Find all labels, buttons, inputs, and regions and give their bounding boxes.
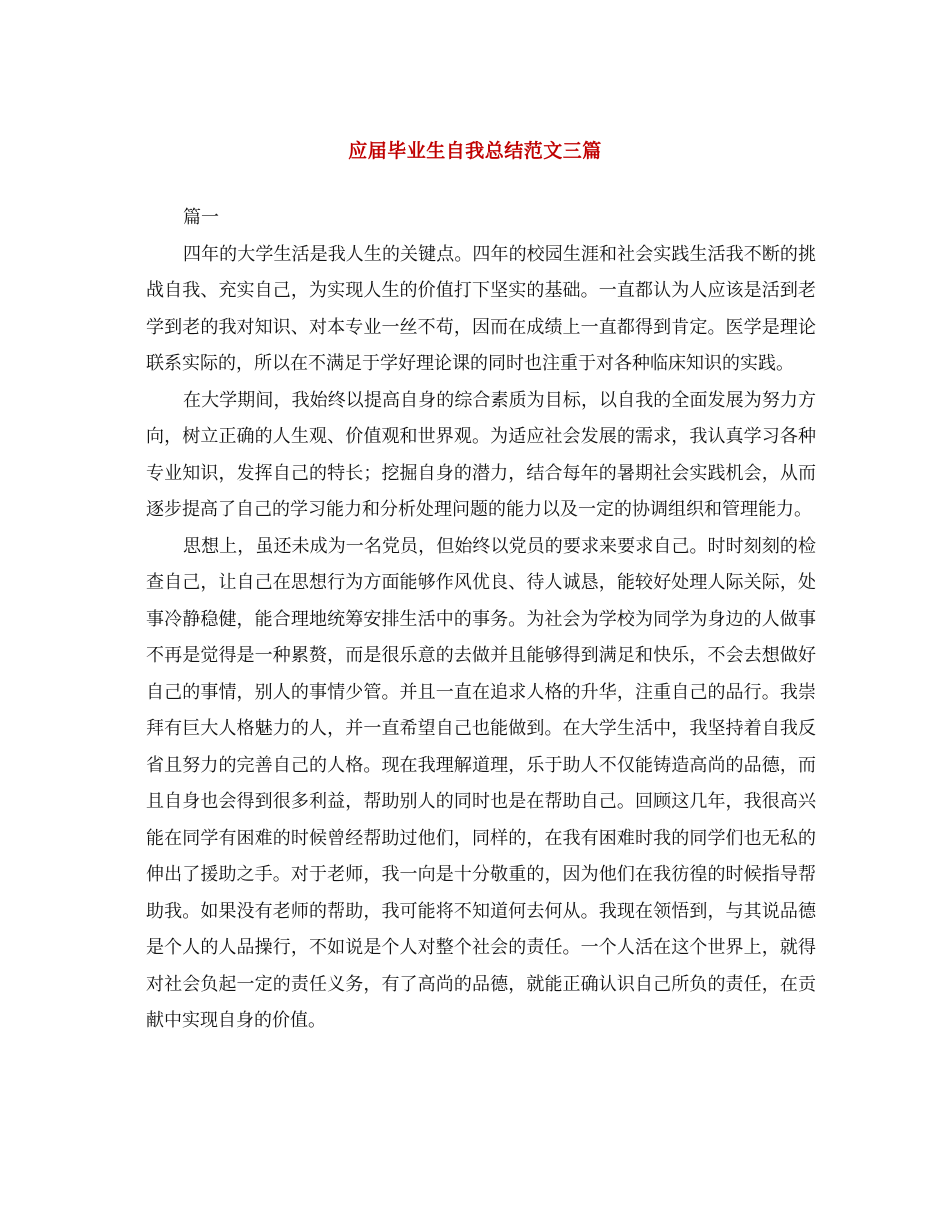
document-title: 应届毕业生自我总结范文三篇 (348, 140, 602, 162)
paragraph-3: 思想上，虽还未成为一名党员，但始终以党员的要求来要求自己。时时刻刻的检查自己，让自己在思想行为方面能够作风优良、待人诚恳，能较好处理人际关际，处事冷静稳健，能合理地统筹安排生活中的事务。为社会为学校为同学为身边的人做事不再是觉得是一种累赘，而是很乐意的去做并且能够得到满足和快乐，不会去想做好自己的事情，别人的事情少管。并且一直在追求人格的升华，注重自己的品行。我崇拜有巨大人格魅力的人，并一直希望自己也能做到。在大学生活中，我坚持着自我反省且努力的完善自己的人格。现在我理解道理，乐于助人不仅能铸造高尚的品德，而且自身也会得到很多利益，帮助别人的同时也是在帮助自己。回顾这几年，我很高兴能在同学有困难的时候曾经帮助过他们，同样的，在我有困难时我的同学们也无私的伸出了援助之手。对于老师，我一向是十分敬重的，因为他们在我彷徨的时候指导帮助我。如果没有老师的帮助，我可能将不知道何去何从。我现在领悟到，与其说品德是个人的人品操行，不如说是个人对整个社会的责任。一个人活在这个世界上，就得对社会负起一定的责任义务，有了高尚的品德，就能正确认识自己所负的责任，在贡献中实现自身的价值。 (146, 535, 816, 1031)
document-body (146, 200, 816, 1040)
paragraph-1: 四年的大学生活是我人生的关键点。四年的校园生涯和社会实践生活我不断的挑战自我、充实自己，为实现人生的价值打下坚实的基础。一直都认为人应该是活到老学到老的我对知识、对本专业一丝不苟，因而在成绩上一直都得到肯定。医学是理论联系实际的，所以在不满足于学好理论课的同时也注重于对各种临床知识的实践。 (146, 243, 816, 374)
section-heading: 篇一 (183, 207, 219, 228)
paragraph-2: 在大学期间，我始终以提高自身的综合素质为目标，以自我的全面发展为努力方向，树立正确的人生观、价值观和世界观。为适应社会发展的需求，我认真学习各种专业知识，发挥自己的特长；挖掘自身的潜力，结合每年的暑期社会实践机会，从而逐步提高了自己的学习能力和分析处理问题的能力以及一定的协调组织和管理能力。 (146, 389, 816, 520)
